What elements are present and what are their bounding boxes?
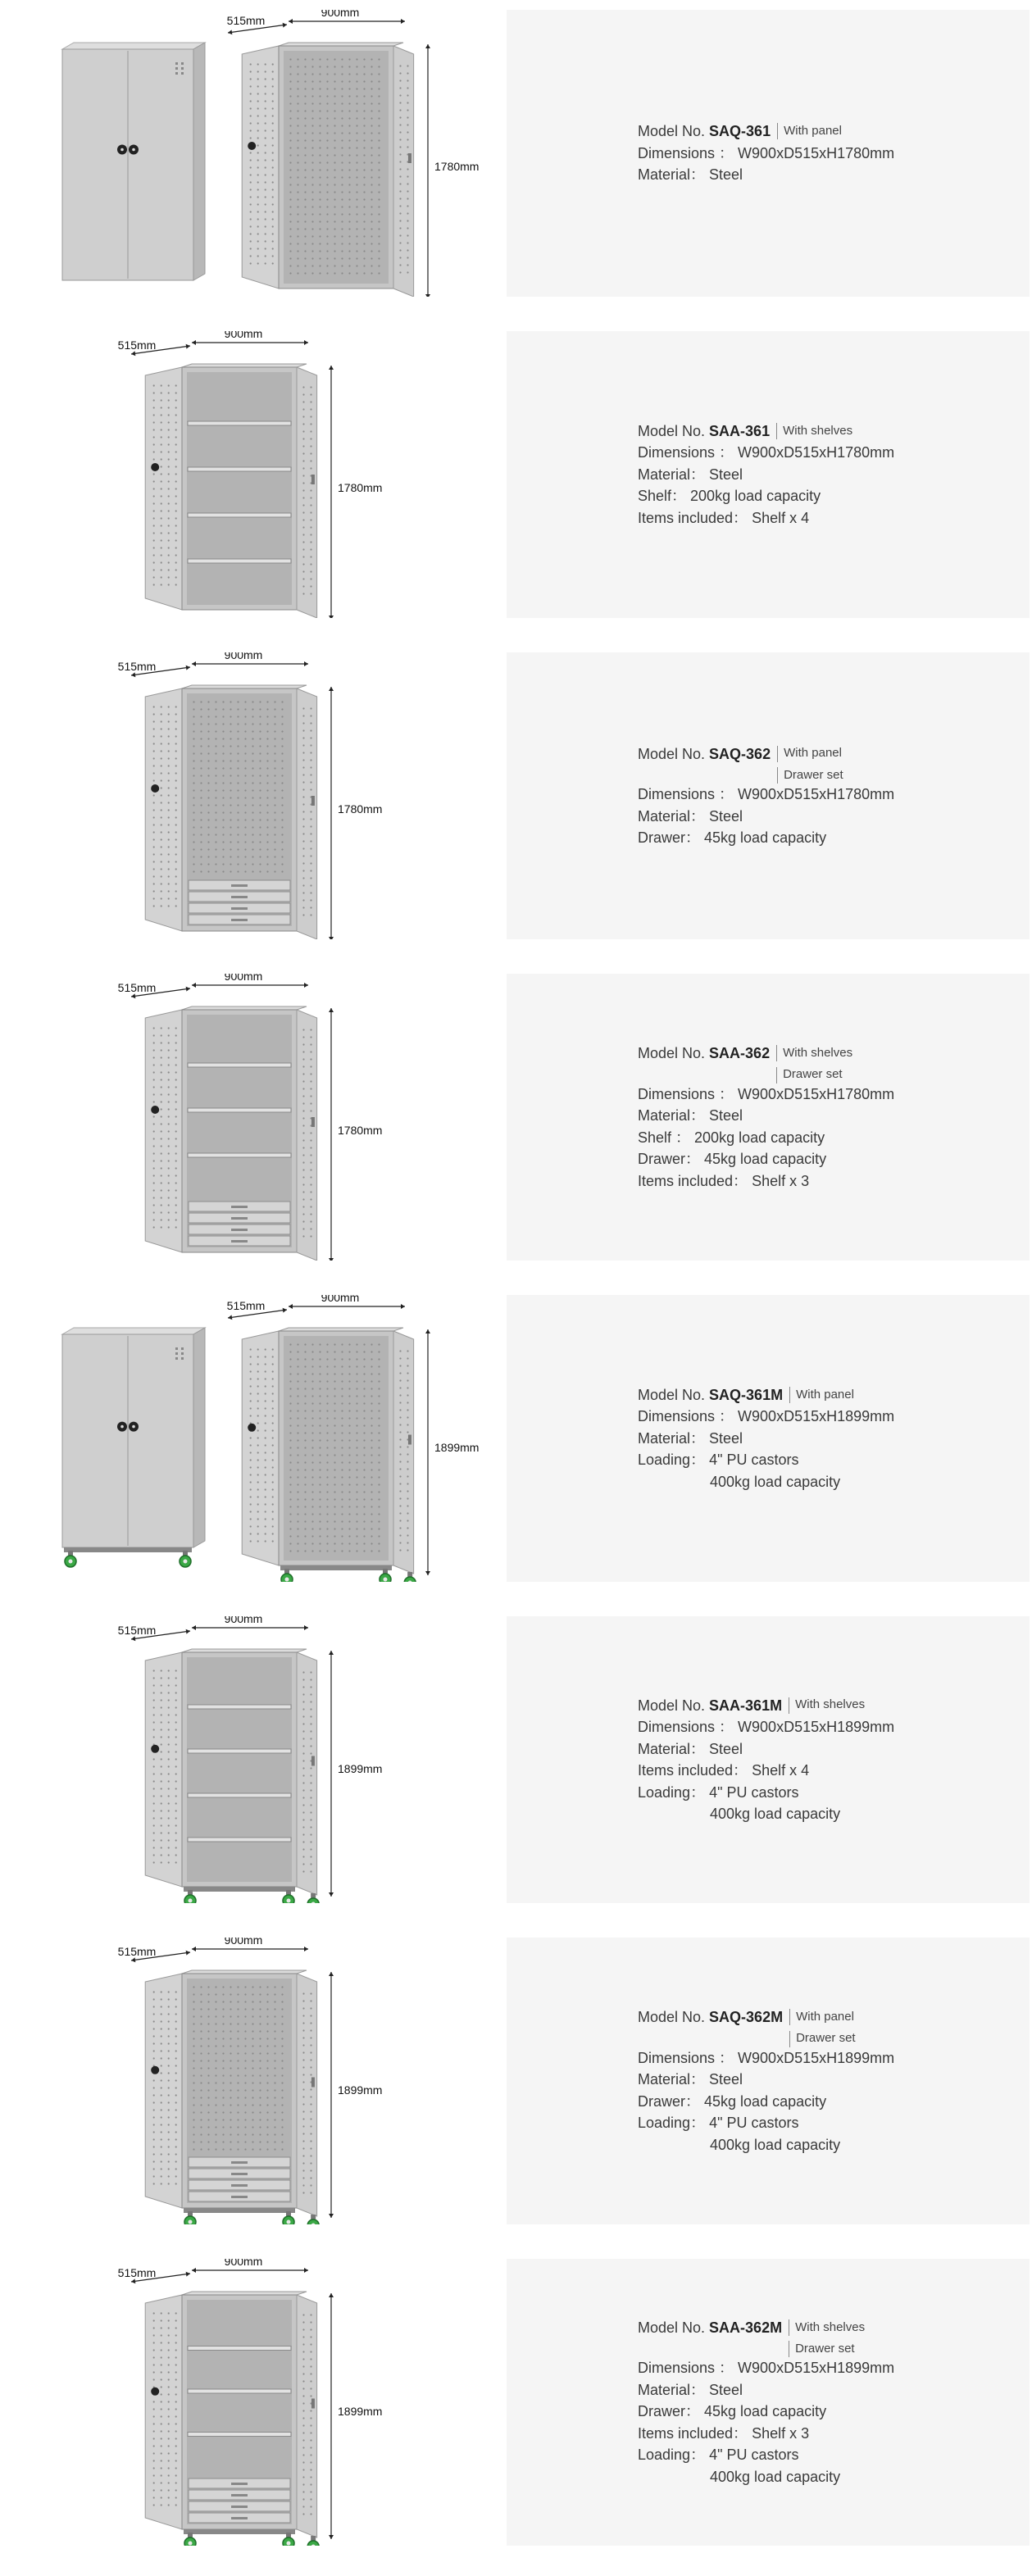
model-number-line bbox=[638, 1043, 1023, 1084]
spec-label: Material： bbox=[638, 2071, 706, 2088]
product-illustration bbox=[0, 974, 492, 1261]
width-label: 900mm bbox=[224, 652, 263, 661]
spec-row bbox=[638, 485, 1023, 507]
spec-value: 400kg load capacity bbox=[710, 2136, 841, 2153]
spec-value: 45kg load capacity bbox=[704, 2092, 827, 2110]
spec-label: Items included： bbox=[638, 509, 748, 526]
product-illustration bbox=[0, 652, 492, 939]
spec-value: Steel bbox=[709, 1107, 743, 1124]
height-label: 1780mm bbox=[434, 160, 480, 173]
spec-label: Items included： bbox=[638, 1762, 748, 1779]
model-number-line bbox=[638, 120, 1023, 143]
model-number-label: Model No. bbox=[638, 422, 706, 439]
spec-value: Steel bbox=[709, 1429, 743, 1447]
spec-list bbox=[638, 10, 1023, 297]
closed-cabinet-illustration bbox=[62, 43, 205, 280]
product-illustration bbox=[0, 1295, 492, 1582]
model-number-line bbox=[638, 743, 1023, 784]
model-number-line bbox=[638, 420, 1023, 443]
castor-wheel-icon bbox=[184, 2533, 196, 2546]
open-cabinet-illustration bbox=[145, 685, 316, 939]
model-number: SAA-362 bbox=[709, 1045, 771, 1061]
open-cabinet-illustration bbox=[145, 1970, 319, 2224]
spec-row bbox=[638, 2112, 1023, 2134]
open-cabinet-illustration bbox=[242, 43, 413, 297]
spec-value: Shelf x 3 bbox=[752, 1172, 810, 1189]
spec-panel bbox=[507, 2259, 1030, 2546]
spec-row bbox=[638, 1170, 1023, 1193]
spec-value: W900xD515xH1780mm bbox=[738, 444, 895, 461]
spec-row bbox=[638, 806, 1023, 828]
depth-label: 515mm bbox=[226, 14, 266, 27]
spec-label: Material： bbox=[638, 2381, 706, 2398]
spec-value: 4" PU castors bbox=[709, 2115, 799, 2131]
depth-label: 515mm bbox=[117, 660, 157, 673]
spec-list bbox=[638, 1295, 1023, 1582]
spec-panel bbox=[507, 974, 1030, 1261]
model-number-label: Model No. bbox=[638, 1386, 706, 1403]
spec-row bbox=[638, 1449, 1023, 1471]
width-arrow bbox=[192, 1947, 308, 1951]
model-number-label: Model No. bbox=[638, 123, 706, 140]
width-arrow bbox=[192, 340, 308, 345]
spec-label: Dimensions ： bbox=[638, 1085, 734, 1102]
spec-value: W900xD515xH1780mm bbox=[738, 786, 895, 802]
lock-icon bbox=[248, 1424, 256, 1432]
spec-label: Loading： bbox=[638, 1452, 706, 1469]
model-number: SAA-361 bbox=[709, 422, 771, 439]
model-number: SAQ-362M bbox=[709, 2009, 784, 2025]
width-label: 900mm bbox=[321, 10, 360, 19]
width-arrow bbox=[192, 2268, 308, 2273]
product-row bbox=[0, 652, 1032, 939]
product-illustration bbox=[0, 1938, 492, 2224]
spec-row bbox=[638, 507, 1023, 529]
spec-label: Material： bbox=[638, 807, 706, 825]
product-illustration bbox=[0, 2259, 492, 2546]
spec-row bbox=[638, 1105, 1023, 1127]
lock-icon bbox=[248, 142, 256, 150]
open-cabinet-illustration bbox=[145, 1006, 316, 1261]
product-row bbox=[0, 1295, 1032, 1582]
model-number: SAQ-362 bbox=[709, 745, 771, 762]
model-number-line bbox=[638, 2317, 1023, 2358]
spec-value: 4" PU castors bbox=[709, 1783, 799, 1801]
spec-row bbox=[638, 1471, 1023, 1493]
spec-value: W900xD515xH1780mm bbox=[738, 1085, 895, 1102]
open-cabinet-illustration bbox=[145, 2292, 319, 2546]
variant-tag: With panel bbox=[777, 123, 842, 139]
spec-label: Material： bbox=[638, 166, 706, 184]
castor-wheel-icon bbox=[184, 2211, 196, 2224]
width-arrow bbox=[192, 661, 308, 666]
spec-value: Steel bbox=[709, 1740, 743, 1757]
spec-value: W900xD515xH1780mm bbox=[738, 144, 895, 161]
spec-row bbox=[638, 1738, 1023, 1760]
castor-wheel-icon bbox=[283, 2533, 294, 2546]
spec-panel bbox=[507, 1616, 1030, 1903]
spec-row bbox=[638, 1782, 1023, 1804]
spec-label: Material： bbox=[638, 1740, 706, 1757]
spec-label: Dimensions ： bbox=[638, 1408, 734, 1425]
spec-value: Steel bbox=[709, 2381, 743, 2398]
product-illustration bbox=[0, 10, 492, 297]
spec-row bbox=[638, 2423, 1023, 2445]
spec-label: Drawer： bbox=[638, 2092, 701, 2110]
closed-cabinet-illustration bbox=[62, 1328, 205, 1567]
height-arrow bbox=[329, 687, 334, 939]
variant-tag: Drawer set bbox=[776, 1067, 852, 1084]
spec-panel bbox=[507, 10, 1030, 297]
depth-label: 515mm bbox=[117, 1624, 157, 1637]
width-label: 900mm bbox=[224, 1938, 263, 1947]
spec-label: Loading： bbox=[638, 2115, 706, 2131]
lock-icon bbox=[151, 2066, 159, 2074]
spec-label: Loading： bbox=[638, 2447, 706, 2464]
depth-label: 515mm bbox=[117, 338, 157, 352]
spec-label: Items included： bbox=[638, 1172, 748, 1189]
spec-value: 200kg load capacity bbox=[694, 1129, 825, 1146]
spec-row bbox=[638, 2069, 1023, 2091]
spec-row bbox=[638, 2047, 1023, 2069]
spec-label: Material： bbox=[638, 1107, 706, 1124]
spec-value: 45kg load capacity bbox=[704, 1151, 827, 1167]
spec-value: Shelf x 3 bbox=[752, 2424, 810, 2442]
spec-row bbox=[638, 464, 1023, 486]
spec-value: 4" PU castors bbox=[709, 1452, 799, 1469]
model-number: SAA-361M bbox=[709, 1697, 783, 1714]
variant-tag: With panel bbox=[777, 746, 843, 762]
model-number-label: Model No. bbox=[638, 2319, 706, 2336]
height-arrow bbox=[329, 366, 334, 618]
height-arrow bbox=[329, 1972, 334, 2218]
height-label: 1899mm bbox=[434, 1441, 480, 1454]
spec-row bbox=[638, 1127, 1023, 1149]
spec-label: Dimensions ： bbox=[638, 786, 734, 802]
product-row bbox=[0, 331, 1032, 618]
spec-row bbox=[638, 1148, 1023, 1170]
castor-wheel-icon bbox=[283, 2211, 294, 2224]
spec-value: W900xD515xH1899mm bbox=[738, 2360, 895, 2377]
spec-label: Shelf ： bbox=[638, 1129, 691, 1146]
width-label: 900mm bbox=[224, 2259, 263, 2268]
spec-label: Drawer： bbox=[638, 2403, 701, 2420]
height-label: 1899mm bbox=[338, 2405, 383, 2418]
depth-label: 515mm bbox=[117, 1945, 157, 1958]
product-row bbox=[0, 10, 1032, 297]
spec-value: 200kg load capacity bbox=[690, 488, 821, 505]
width-label: 900mm bbox=[224, 974, 263, 983]
variant-tag: With shelves bbox=[789, 2319, 865, 2336]
spec-row bbox=[638, 2466, 1023, 2488]
open-cabinet-illustration bbox=[145, 1649, 319, 1903]
spec-label: Dimensions ： bbox=[638, 444, 734, 461]
spec-panel bbox=[507, 1295, 1030, 1582]
spec-label: Drawer： bbox=[638, 1151, 701, 1167]
width-label: 900mm bbox=[224, 331, 263, 340]
spec-value: Steel bbox=[709, 166, 743, 184]
width-label: 900mm bbox=[224, 1616, 263, 1625]
spec-list bbox=[638, 1616, 1023, 1903]
model-number-label: Model No. bbox=[638, 2009, 706, 2025]
spec-value: W900xD515xH1899mm bbox=[738, 1408, 895, 1425]
spec-label: Dimensions ： bbox=[638, 2049, 734, 2066]
height-arrow bbox=[329, 1651, 334, 1897]
model-number-line bbox=[638, 1695, 1023, 1717]
spec-row bbox=[638, 1084, 1023, 1106]
lock-icon bbox=[151, 2387, 159, 2396]
spec-list bbox=[638, 974, 1023, 1261]
depth-label: 515mm bbox=[117, 981, 157, 994]
height-arrow bbox=[425, 44, 430, 297]
spec-label: Loading： bbox=[638, 1783, 706, 1801]
lock-icon bbox=[151, 784, 159, 793]
spec-value: 400kg load capacity bbox=[710, 1806, 841, 1822]
spec-label: Items included： bbox=[638, 2424, 748, 2442]
spec-row bbox=[638, 827, 1023, 849]
spec-value: Steel bbox=[709, 466, 743, 483]
product-row bbox=[0, 974, 1032, 1261]
castor-wheel-icon bbox=[180, 1551, 191, 1567]
castor-wheel-icon bbox=[380, 1569, 391, 1582]
spec-value: Shelf x 4 bbox=[752, 509, 810, 526]
width-arrow bbox=[192, 1625, 308, 1630]
variant-tag: With shelves bbox=[789, 1697, 865, 1714]
spec-row bbox=[638, 2134, 1023, 2156]
height-arrow bbox=[329, 2293, 334, 2539]
castor-wheel-icon bbox=[65, 1551, 76, 1567]
height-label: 1780mm bbox=[338, 481, 383, 494]
spec-row bbox=[638, 1803, 1023, 1825]
depth-label: 515mm bbox=[117, 2266, 157, 2279]
model-number-label: Model No. bbox=[638, 1697, 706, 1714]
spec-value: 45kg load capacity bbox=[704, 829, 827, 846]
product-row bbox=[0, 1616, 1032, 1903]
spec-value: Shelf x 4 bbox=[752, 1762, 810, 1779]
spec-value: Steel bbox=[709, 807, 743, 825]
spec-label: Shelf： bbox=[638, 488, 687, 505]
product-illustration bbox=[0, 1616, 492, 1903]
castor-wheel-icon bbox=[281, 1569, 293, 1582]
height-arrow bbox=[329, 1008, 334, 1261]
spec-value: 400kg load capacity bbox=[710, 1473, 841, 1490]
open-cabinet-illustration bbox=[242, 1328, 416, 1582]
spec-label: Material： bbox=[638, 1429, 706, 1447]
spec-list bbox=[638, 652, 1023, 939]
spec-row bbox=[638, 1406, 1023, 1428]
spec-value: 400kg load capacity bbox=[710, 2468, 841, 2485]
variant-tag: With shelves bbox=[776, 423, 852, 439]
product-illustration bbox=[0, 331, 492, 618]
spec-row bbox=[638, 2444, 1023, 2466]
spec-row bbox=[638, 442, 1023, 464]
spec-label: Dimensions ： bbox=[638, 1719, 734, 1735]
spec-value: 45kg load capacity bbox=[704, 2403, 827, 2420]
spec-row bbox=[638, 1716, 1023, 1738]
spec-row bbox=[638, 2357, 1023, 2379]
lock-icon bbox=[151, 1745, 159, 1753]
spec-row bbox=[638, 1428, 1023, 1450]
model-number: SAQ-361 bbox=[709, 123, 771, 140]
spec-label: Dimensions ： bbox=[638, 144, 734, 161]
spec-value: 4" PU castors bbox=[709, 2447, 799, 2464]
lock-icon bbox=[151, 1106, 159, 1114]
spec-panel bbox=[507, 331, 1030, 618]
variant-tag: With shelves bbox=[776, 1045, 852, 1061]
model-number-line bbox=[638, 2006, 1023, 2047]
spec-list bbox=[638, 1938, 1023, 2224]
spec-label: Dimensions ： bbox=[638, 2360, 734, 2377]
height-label: 1899mm bbox=[338, 2083, 383, 2097]
lock-icon bbox=[151, 463, 159, 471]
spec-list bbox=[638, 331, 1023, 618]
spec-row bbox=[638, 1760, 1023, 1782]
width-arrow bbox=[289, 1304, 405, 1309]
model-number-label: Model No. bbox=[638, 745, 706, 762]
model-number: SAQ-361M bbox=[709, 1386, 784, 1403]
spec-row bbox=[638, 784, 1023, 806]
variant-tag: Drawer set bbox=[789, 2341, 865, 2357]
height-arrow bbox=[425, 1329, 430, 1575]
spec-row bbox=[638, 2091, 1023, 2113]
spec-label: Drawer： bbox=[638, 829, 701, 846]
spec-panel bbox=[507, 1938, 1030, 2224]
width-arrow bbox=[289, 19, 405, 24]
height-label: 1899mm bbox=[338, 1762, 383, 1775]
height-label: 1780mm bbox=[338, 1124, 383, 1137]
product-row bbox=[0, 2259, 1032, 2546]
spec-row bbox=[638, 164, 1023, 186]
spec-panel bbox=[507, 652, 1030, 939]
castor-wheel-icon bbox=[283, 1890, 294, 1903]
spec-row bbox=[638, 143, 1023, 165]
product-row bbox=[0, 1938, 1032, 2224]
spec-row bbox=[638, 2401, 1023, 2423]
variant-tag: Drawer set bbox=[777, 767, 843, 784]
width-arrow bbox=[192, 983, 308, 988]
height-label: 1780mm bbox=[338, 802, 383, 816]
spec-value: Steel bbox=[709, 2071, 743, 2088]
castor-wheel-icon bbox=[184, 1890, 196, 1903]
width-label: 900mm bbox=[321, 1295, 360, 1304]
variant-tag: Drawer set bbox=[789, 2031, 856, 2047]
model-number-line bbox=[638, 1384, 1023, 1406]
open-cabinet-illustration bbox=[145, 364, 316, 618]
spec-value: W900xD515xH1899mm bbox=[738, 2049, 895, 2066]
model-number: SAA-362M bbox=[709, 2319, 783, 2336]
spec-value: W900xD515xH1899mm bbox=[738, 1719, 895, 1735]
spec-row bbox=[638, 2379, 1023, 2401]
variant-tag: With panel bbox=[789, 1387, 854, 1403]
depth-label: 515mm bbox=[226, 1299, 266, 1312]
spec-label: Material： bbox=[638, 466, 706, 483]
model-number-label: Model No. bbox=[638, 1045, 706, 1061]
variant-tag: With panel bbox=[789, 2009, 856, 2025]
spec-list bbox=[638, 2259, 1023, 2546]
